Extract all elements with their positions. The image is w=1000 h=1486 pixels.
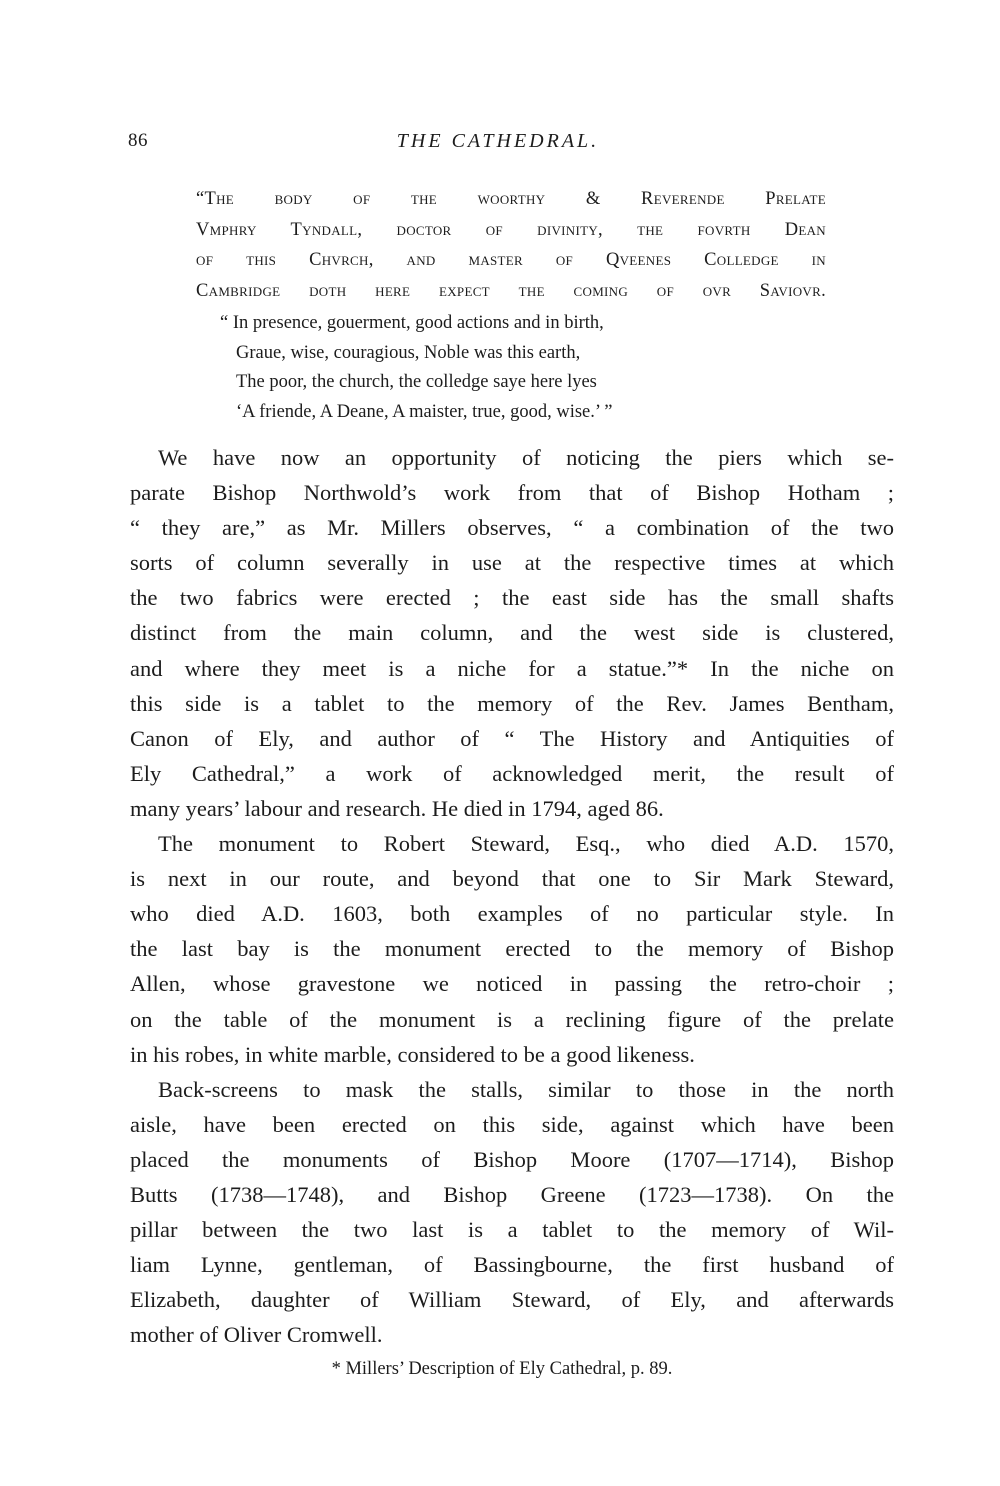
footnote-text: * Millers’ Description of Ely Cathedral, p. 89. [331, 1359, 673, 1379]
text-line: placed the monuments of Bishop Moore (1707—1714), Bishop [130, 1146, 894, 1172]
verse-line: Graue, wise, couragious, Noble was this earth, [236, 342, 581, 363]
epitaph-line: Vmphry Tyndall, doctor of divinity, the fovrth Dean [196, 219, 826, 240]
text-line: who died A.D. 1603, both examples of no particular style. In [130, 901, 894, 927]
text-line: distinct from the main column, and the west side is clustered, [130, 620, 894, 646]
epitaph-line: “The body of the woorthy & Reverende Prelate [196, 189, 826, 209]
text-line: Butts (1738—1748), and Bishop Greene (1723—1738). On the [130, 1181, 894, 1207]
text-line: aisle, have been erected on this side, against which have been [130, 1111, 894, 1137]
epitaph-line: of this Chvrch, and master of Qveenes Colledge in [196, 250, 826, 270]
text-line: many years’ labour and research. He died in 1794, aged 86. [130, 795, 664, 821]
paragraph-monuments [130, 826, 894, 1072]
text-line: Ely Cathedral,” a work of acknowledged merit, the result of [130, 760, 894, 786]
epitaph-inscription [196, 184, 826, 427]
text-line: sorts of column severally in use at the respective times at which [130, 550, 894, 576]
verse-line: The poor, the church, the colledge saye here lyes [236, 372, 597, 392]
text-line: liam Lynne, gentleman, of Bassingbourne, the first husband of [130, 1252, 894, 1278]
text-line: the last bay is the monument erected to the memory of Bishop [130, 936, 894, 962]
text-line: Elizabeth, daughter of William Steward, of Ely, and afterwards [130, 1287, 894, 1313]
footnote [0, 1359, 1000, 1380]
paragraph-piers [130, 440, 894, 826]
text-line: is next in our route, and beyond that one to Sir Mark Steward, [130, 866, 894, 892]
page-number: 86 [128, 130, 148, 151]
epitaph-verse [196, 309, 826, 427]
text-line: in his robes, in white marble, considered to be a good likeness. [130, 1041, 695, 1067]
verse-line: ‘A friende, A Deane, A maister, true, good, wise.’ ” [236, 401, 613, 422]
running-title: THE CATHEDRAL. [396, 130, 600, 152]
text-line: the two fabrics were erected ; the east side has the small shafts [130, 585, 894, 611]
text-line: on the table of the monument is a reclining figure of the prelate [130, 1006, 894, 1032]
verse-line: “ In presence, gouerment, good actions and in birth, [220, 313, 604, 333]
text-line: Back-screens to mask the stalls, similar to those in the north [158, 1076, 894, 1102]
epitaph-prose [196, 184, 826, 306]
body-text [130, 440, 894, 1352]
page-header [128, 130, 888, 160]
epitaph-line: Cambridge doth here expect the coming of ovr Saviovr. [196, 280, 826, 301]
text-line: Allen, whose gravestone we noticed in passing the retro-choir ; [130, 971, 894, 997]
text-line: The monument to Robert Steward, Esq., who died A.D. 1570, [158, 831, 894, 857]
text-line: pillar between the two last is a tablet to the memory of Wil- [130, 1217, 894, 1243]
paragraph-back-screens [130, 1072, 894, 1353]
text-line: and where they meet is a niche for a statue.”* In the niche on [130, 655, 894, 681]
text-line: this side is a tablet to the memory of the Rev. James Bentham, [130, 690, 894, 716]
text-line: “ they are,” as Mr. Millers observes, “ a combination of the two [130, 515, 894, 541]
text-line: We have now an opportunity of noticing the piers which se- [158, 445, 894, 470]
text-line: Canon of Ely, and author of “ The History and Antiquities of [130, 725, 894, 751]
text-line: mother of Oliver Cromwell. [130, 1322, 383, 1348]
text-line: parate Bishop Northwold’s work from that of Bishop Hotham ; [130, 480, 894, 506]
